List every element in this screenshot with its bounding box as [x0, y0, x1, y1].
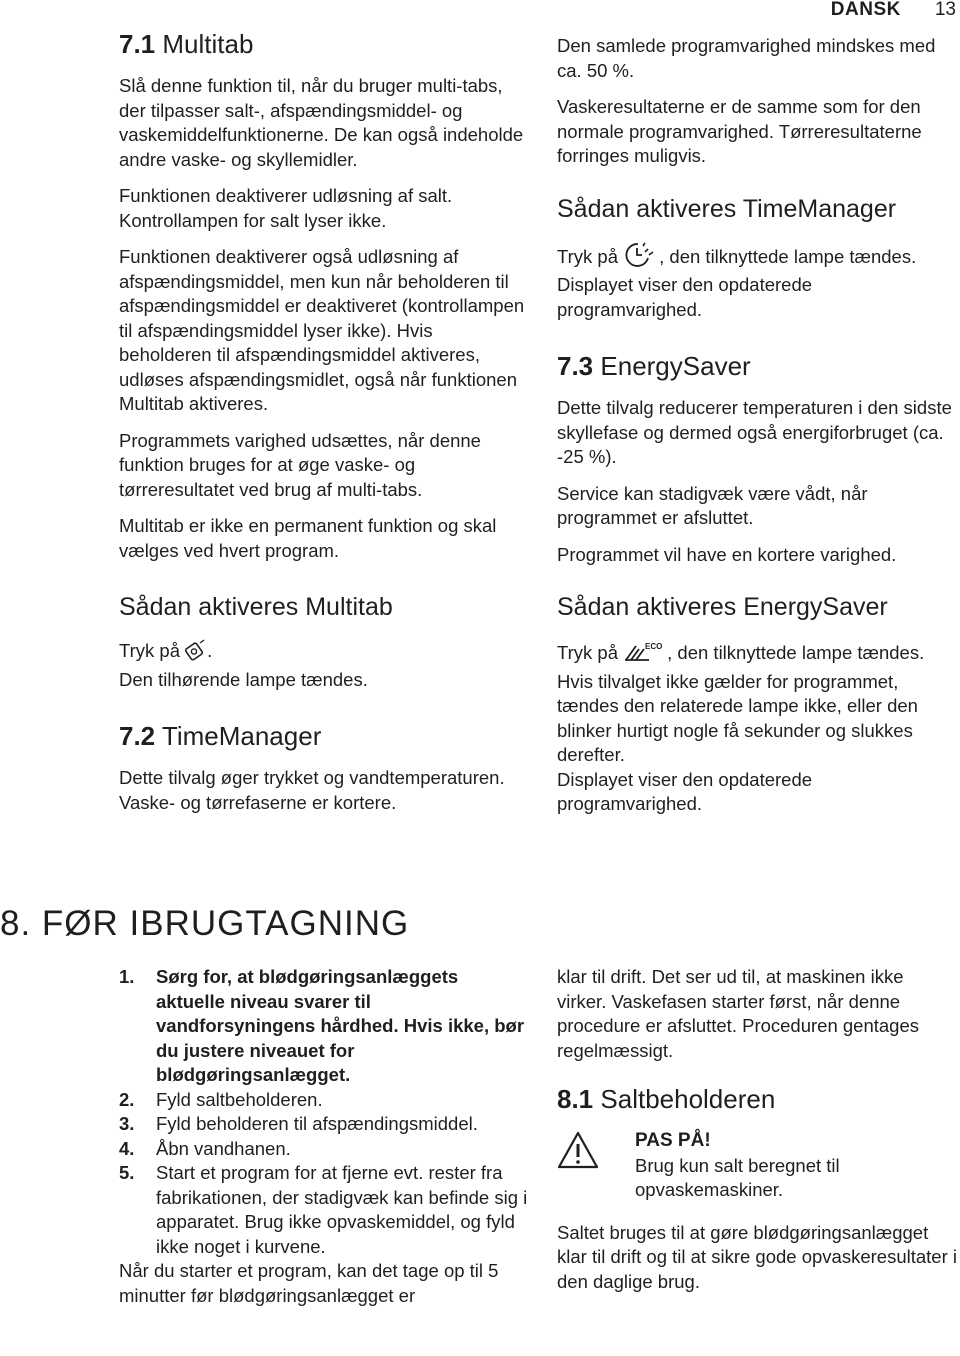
- section-title-text: EnergySaver: [600, 351, 751, 381]
- section-number: 8.1: [557, 1084, 594, 1114]
- energysaver-display-text: Displayet viser den opdaterede programvarighed.: [557, 768, 813, 814]
- list-item: [119, 965, 529, 1088]
- multitab-press-instruction: [119, 639, 529, 668]
- list-item: [119, 1088, 529, 1113]
- step-text: Start et program for at fjerne evt. rester fra fabrikationen, der stadigvæk kan befinde sig i apparatet. Brug ikke opvaskemiddel, og fyld ikke noget i kurvene.: [156, 1162, 528, 1257]
- left-column: [119, 28, 529, 815]
- bottom-right-column: [557, 965, 957, 1294]
- warning-triangle-icon: [557, 1129, 635, 1203]
- section-number: 7.3: [557, 351, 594, 381]
- timemanager-icon: [623, 241, 659, 274]
- language-label: DANSK: [830, 0, 901, 20]
- step-number: 1.: [119, 966, 135, 987]
- multitab-paragraph-4: Programmets varighed udsættes, når denne funktion bruges for at øge vaske- og tørreresultatet ved brug af multi-tabs.: [119, 429, 481, 500]
- section-title-text: Saltbeholderen: [600, 1084, 776, 1114]
- how-activate-energysaver-title: Sådan aktiveres EnergySaver: [557, 593, 888, 621]
- chapter-8-title: 8. FØR IBRUGTAGNING: [0, 904, 410, 943]
- section-8-1-title: [557, 1083, 957, 1115]
- timemanager-display-text: Displayet viser den opdaterede programvarighed.: [557, 274, 813, 320]
- timemanager-press-instruction: [557, 241, 957, 274]
- press-text: Tryk på: [557, 245, 618, 267]
- how-activate-multitab-title: Sådan aktiveres Multitab: [119, 593, 393, 621]
- step-number: 3.: [119, 1113, 135, 1134]
- list-item: [119, 1112, 529, 1137]
- section-7-3-title: [557, 350, 957, 382]
- multitab-paragraph-3: Funktionen deaktiverer også udløsning af afspændingsmiddel, men kun når beholderen til afspændingsmiddel er deaktiveret (kontrollampen til afspændingsmiddel lyser ikke). Hvis beholderen til afspændingsmiddel aktiveres, udløses afspændingsmidlet, også når funktionen Multitab aktiveres.: [119, 246, 525, 414]
- press-end: , den tilknyttede lampe tændes.: [667, 642, 925, 663]
- list-item: [119, 1161, 529, 1259]
- multitab-paragraph-2: Funktionen deaktiverer udløsning af salt. Kontrollampen for salt lyser ikke.: [119, 185, 453, 231]
- section-7-2-title: [119, 720, 529, 752]
- list-item: [119, 1137, 529, 1162]
- press-text: Tryk på: [557, 642, 618, 663]
- right-column: [557, 34, 957, 817]
- section-number: 7.2: [119, 721, 156, 751]
- step-text: Fyld beholderen til afspændingsmiddel.: [156, 1113, 478, 1134]
- energysaver-eco-icon: [623, 639, 667, 670]
- step-number: 5.: [119, 1162, 135, 1183]
- step-text: Åbn vandhanen.: [156, 1137, 291, 1159]
- energysaver-press-instruction: [557, 639, 957, 670]
- caution-text: Brug kun salt beregnet til opvaskemaskiner.: [635, 1154, 840, 1200]
- setup-steps-list: [119, 965, 529, 1308]
- energysaver-paragraph-3: Programmet vil have en kortere varighed.: [557, 543, 897, 565]
- timemanager-paragraph-1: Dette tilvalg øger trykket og vandtemperaturen. Vaske- og tørrefaserne er kortere.: [119, 767, 505, 813]
- step-number: 2.: [119, 1088, 135, 1110]
- eco-label: ECO: [645, 642, 663, 651]
- press-end: .: [207, 640, 213, 661]
- caution-title: PAS PÅ!: [635, 1130, 711, 1151]
- multitab-paragraph-1: Slå denne funktion til, når du bruger multi-tabs, der tilpasser salt-, afspændingsmiddel- og vaskemiddelfunktionerne. De kan også indeholde andre vaske- og skyllemidler.: [119, 75, 524, 170]
- softener-continued-text: klar til drift. Det ser ud til, at maskinen ikke virker. Vaskefasen starter først, når denne procedure er afsluttet. Proceduren gentages regelmæssigt.: [557, 966, 920, 1061]
- how-activate-timemanager-title: Sådan aktiveres TimeManager: [557, 194, 897, 223]
- caution-box: [557, 1129, 957, 1203]
- section-title-text: Multitab: [162, 29, 254, 59]
- energysaver-paragraph-4: Hvis tilvalget ikke gælder for programmet, tændes den relaterede lampe ikke, eller den blinker hurtigt nogle få sekunder og slukkes derefter.: [557, 670, 918, 765]
- step-number: 4.: [119, 1137, 135, 1159]
- section-7-1-title: [119, 28, 529, 60]
- salt-paragraph: Saltet bruges til at gøre blødgøringsanlægget klar til drift og til at sikre gode opvaskeresultater i den daglige brug.: [557, 1221, 957, 1292]
- multitab-icon: [185, 639, 207, 668]
- energysaver-paragraph-1: Dette tilvalg reducerer temperaturen i den sidste skyllefase og dermed også energiforbruget (ca. -25 %).: [557, 397, 952, 467]
- press-end: , den tilknyttede lampe tændes.: [659, 245, 917, 267]
- energysaver-paragraph-2: Service kan stadigvæk være vådt, når programmet er afsluttet.: [557, 482, 868, 528]
- page-header: [831, 0, 956, 22]
- caution-content: [635, 1129, 957, 1203]
- page-number: 13: [934, 0, 956, 20]
- steps-after-text: Når du starter et program, kan det tage op til 5 minutter før blødgøringsanlægget er: [119, 1260, 499, 1306]
- section-title-text: TimeManager: [161, 721, 322, 751]
- multitab-paragraph-5: Multitab er ikke en permanent funktion og skal vælges ved hvert program.: [119, 515, 497, 561]
- press-text: Tryk på: [119, 640, 180, 661]
- section-number: 7.1: [119, 29, 156, 59]
- step-text: Fyld saltbeholderen.: [156, 1088, 323, 1110]
- timemanager-paragraph-2: Den samlede programvarighed mindskes med ca. 50 %.: [557, 35, 936, 81]
- timemanager-paragraph-3: Vaskeresultaterne er de samme som for den normale programvarighed. Tørreresultaterne forringes muligvis.: [557, 96, 922, 166]
- step-text: Sørg for, at blødgøringsanlæggets aktuelle niveau svarer til vandforsyningens hårdhed. Hvis ikke, bør du justere niveauet for blødgøringsanlægget.: [156, 966, 525, 1085]
- multitab-lamp-text: Den tilhørende lampe tændes.: [119, 668, 368, 690]
